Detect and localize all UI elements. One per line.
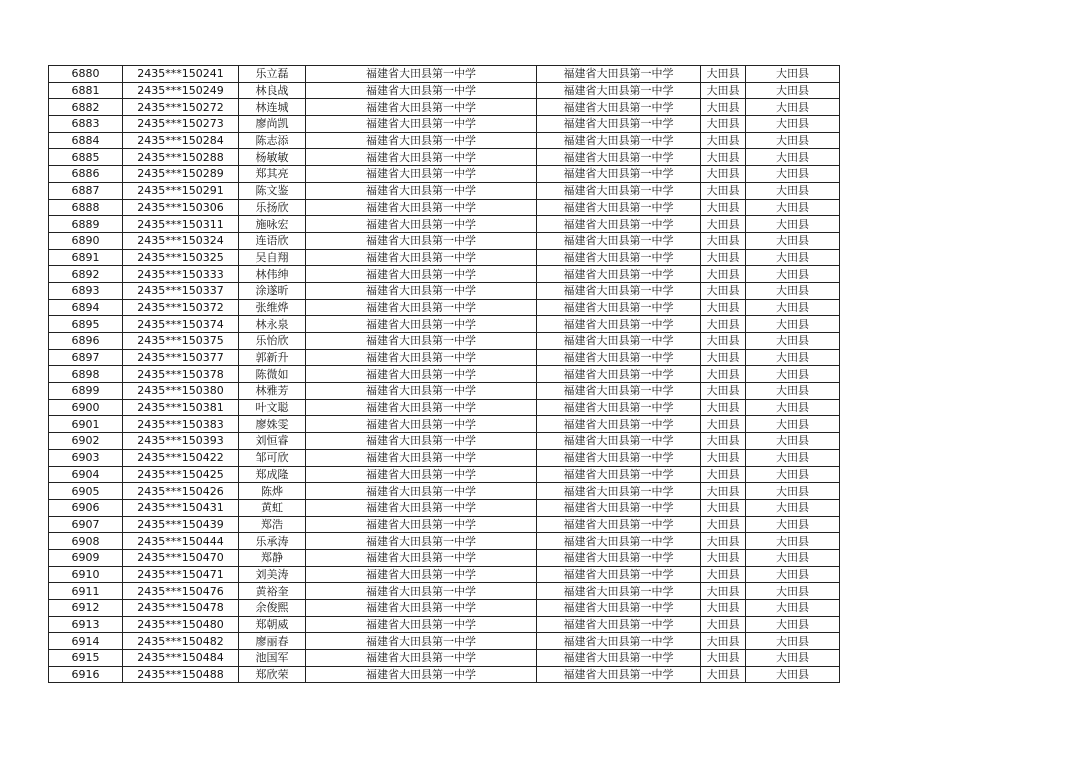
row-number-cell: 6888 xyxy=(49,199,123,216)
student-name-cell: 吴自翔 xyxy=(239,249,306,266)
exam-school-cell: 福建省大田县第一中学 xyxy=(537,633,701,650)
exam-id-cell: 2435***150249 xyxy=(123,82,239,99)
exam-id-cell: 2435***150471 xyxy=(123,566,239,583)
table-row xyxy=(49,416,840,433)
county-cell: 大田县 xyxy=(701,533,746,550)
roster-table xyxy=(48,65,840,683)
exam-school-cell: 福建省大田县第一中学 xyxy=(537,483,701,500)
county-cell: 大田县 xyxy=(701,149,746,166)
table-row xyxy=(49,166,840,183)
district-cell: 大田县 xyxy=(746,416,840,433)
school-cell: 福建省大田县第一中学 xyxy=(306,282,537,299)
county-cell: 大田县 xyxy=(701,66,746,83)
table-row xyxy=(49,266,840,283)
exam-school-cell: 福建省大田县第一中学 xyxy=(537,366,701,383)
exam-id-cell: 2435***150375 xyxy=(123,333,239,350)
table-row xyxy=(49,299,840,316)
exam-id-cell: 2435***150284 xyxy=(123,132,239,149)
row-number-cell: 6891 xyxy=(49,249,123,266)
county-cell: 大田县 xyxy=(701,566,746,583)
county-cell: 大田县 xyxy=(701,516,746,533)
district-cell: 大田县 xyxy=(746,366,840,383)
exam-school-cell: 福建省大田县第一中学 xyxy=(537,600,701,617)
row-number-cell: 6893 xyxy=(49,282,123,299)
county-cell: 大田县 xyxy=(701,333,746,350)
table-row xyxy=(49,366,840,383)
exam-school-cell: 福建省大田县第一中学 xyxy=(537,650,701,667)
county-cell: 大田县 xyxy=(701,316,746,333)
exam-id-cell: 2435***150311 xyxy=(123,216,239,233)
exam-school-cell: 福建省大田县第一中学 xyxy=(537,566,701,583)
exam-school-cell: 福建省大田县第一中学 xyxy=(537,666,701,683)
table-row xyxy=(49,232,840,249)
student-name-cell: 黄虹 xyxy=(239,499,306,516)
county-cell: 大田县 xyxy=(701,182,746,199)
exam-id-cell: 2435***150325 xyxy=(123,249,239,266)
table-row xyxy=(49,633,840,650)
school-cell: 福建省大田县第一中学 xyxy=(306,232,537,249)
exam-school-cell: 福建省大田县第一中学 xyxy=(537,516,701,533)
school-cell: 福建省大田县第一中学 xyxy=(306,600,537,617)
county-cell: 大田县 xyxy=(701,132,746,149)
district-cell: 大田县 xyxy=(746,566,840,583)
student-name-cell: 林雅芳 xyxy=(239,383,306,400)
school-cell: 福建省大田县第一中学 xyxy=(306,616,537,633)
row-number-cell: 6881 xyxy=(49,82,123,99)
district-cell: 大田县 xyxy=(746,66,840,83)
exam-id-cell: 2435***150422 xyxy=(123,449,239,466)
exam-id-cell: 2435***150444 xyxy=(123,533,239,550)
district-cell: 大田县 xyxy=(746,616,840,633)
school-cell: 福建省大田县第一中学 xyxy=(306,583,537,600)
student-name-cell: 林伟绅 xyxy=(239,266,306,283)
exam-id-cell: 2435***150470 xyxy=(123,549,239,566)
roster-table-body xyxy=(49,66,840,683)
county-cell: 大田县 xyxy=(701,82,746,99)
row-number-cell: 6885 xyxy=(49,149,123,166)
exam-school-cell: 福建省大田县第一中学 xyxy=(537,216,701,233)
district-cell: 大田县 xyxy=(746,349,840,366)
table-row xyxy=(49,132,840,149)
student-name-cell: 张维烨 xyxy=(239,299,306,316)
student-name-cell: 廖姝雯 xyxy=(239,416,306,433)
table-row xyxy=(49,499,840,516)
school-cell: 福建省大田县第一中学 xyxy=(306,266,537,283)
exam-school-cell: 福建省大田县第一中学 xyxy=(537,232,701,249)
exam-id-cell: 2435***150380 xyxy=(123,383,239,400)
school-cell: 福建省大田县第一中学 xyxy=(306,483,537,500)
exam-school-cell: 福建省大田县第一中学 xyxy=(537,182,701,199)
exam-school-cell: 福建省大田县第一中学 xyxy=(537,399,701,416)
table-row xyxy=(49,216,840,233)
district-cell: 大田县 xyxy=(746,232,840,249)
exam-id-cell: 2435***150488 xyxy=(123,666,239,683)
student-name-cell: 涂遂昕 xyxy=(239,282,306,299)
district-cell: 大田县 xyxy=(746,299,840,316)
exam-school-cell: 福建省大田县第一中学 xyxy=(537,199,701,216)
district-cell: 大田县 xyxy=(746,633,840,650)
table-row xyxy=(49,533,840,550)
row-number-cell: 6897 xyxy=(49,349,123,366)
exam-school-cell: 福建省大田县第一中学 xyxy=(537,266,701,283)
table-row xyxy=(49,383,840,400)
exam-id-cell: 2435***150478 xyxy=(123,600,239,617)
exam-id-cell: 2435***150431 xyxy=(123,499,239,516)
district-cell: 大田县 xyxy=(746,516,840,533)
table-row xyxy=(49,483,840,500)
exam-school-cell: 福建省大田县第一中学 xyxy=(537,316,701,333)
row-number-cell: 6895 xyxy=(49,316,123,333)
school-cell: 福建省大田县第一中学 xyxy=(306,349,537,366)
district-cell: 大田县 xyxy=(746,316,840,333)
county-cell: 大田县 xyxy=(701,99,746,116)
exam-id-cell: 2435***150324 xyxy=(123,232,239,249)
row-number-cell: 6906 xyxy=(49,499,123,516)
row-number-cell: 6896 xyxy=(49,333,123,350)
exam-id-cell: 2435***150372 xyxy=(123,299,239,316)
exam-school-cell: 福建省大田县第一中学 xyxy=(537,333,701,350)
student-name-cell: 林永泉 xyxy=(239,316,306,333)
school-cell: 福建省大田县第一中学 xyxy=(306,366,537,383)
table-row xyxy=(49,583,840,600)
school-cell: 福建省大田县第一中学 xyxy=(306,433,537,450)
school-cell: 福建省大田县第一中学 xyxy=(306,383,537,400)
county-cell: 大田县 xyxy=(701,633,746,650)
exam-id-cell: 2435***150484 xyxy=(123,650,239,667)
county-cell: 大田县 xyxy=(701,282,746,299)
student-name-cell: 池国军 xyxy=(239,650,306,667)
county-cell: 大田县 xyxy=(701,166,746,183)
district-cell: 大田县 xyxy=(746,166,840,183)
school-cell: 福建省大田县第一中学 xyxy=(306,466,537,483)
county-cell: 大田县 xyxy=(701,616,746,633)
district-cell: 大田县 xyxy=(746,483,840,500)
district-cell: 大田县 xyxy=(746,600,840,617)
row-number-cell: 6902 xyxy=(49,433,123,450)
district-cell: 大田县 xyxy=(746,333,840,350)
exam-school-cell: 福建省大田县第一中学 xyxy=(537,433,701,450)
row-number-cell: 6903 xyxy=(49,449,123,466)
county-cell: 大田县 xyxy=(701,299,746,316)
district-cell: 大田县 xyxy=(746,549,840,566)
school-cell: 福建省大田县第一中学 xyxy=(306,399,537,416)
county-cell: 大田县 xyxy=(701,650,746,667)
school-cell: 福建省大田县第一中学 xyxy=(306,650,537,667)
row-number-cell: 6882 xyxy=(49,99,123,116)
school-cell: 福建省大田县第一中学 xyxy=(306,149,537,166)
district-cell: 大田县 xyxy=(746,383,840,400)
district-cell: 大田县 xyxy=(746,666,840,683)
row-number-cell: 6913 xyxy=(49,616,123,633)
table-row xyxy=(49,650,840,667)
exam-id-cell: 2435***150291 xyxy=(123,182,239,199)
row-number-cell: 6890 xyxy=(49,232,123,249)
exam-id-cell: 2435***150476 xyxy=(123,583,239,600)
county-cell: 大田县 xyxy=(701,383,746,400)
row-number-cell: 6916 xyxy=(49,666,123,683)
student-name-cell: 陈烨 xyxy=(239,483,306,500)
district-cell: 大田县 xyxy=(746,149,840,166)
table-row xyxy=(49,466,840,483)
exam-id-cell: 2435***150289 xyxy=(123,166,239,183)
table-row xyxy=(49,333,840,350)
exam-id-cell: 2435***150273 xyxy=(123,116,239,133)
county-cell: 大田县 xyxy=(701,232,746,249)
school-cell: 福建省大田县第一中学 xyxy=(306,199,537,216)
student-name-cell: 黄裕奎 xyxy=(239,583,306,600)
student-name-cell: 郑欣荣 xyxy=(239,666,306,683)
exam-id-cell: 2435***150377 xyxy=(123,349,239,366)
district-cell: 大田县 xyxy=(746,99,840,116)
district-cell: 大田县 xyxy=(746,499,840,516)
school-cell: 福建省大田县第一中学 xyxy=(306,549,537,566)
district-cell: 大田县 xyxy=(746,266,840,283)
exam-id-cell: 2435***150482 xyxy=(123,633,239,650)
district-cell: 大田县 xyxy=(746,249,840,266)
exam-school-cell: 福建省大田县第一中学 xyxy=(537,449,701,466)
school-cell: 福建省大田县第一中学 xyxy=(306,333,537,350)
school-cell: 福建省大田县第一中学 xyxy=(306,132,537,149)
table-row xyxy=(49,549,840,566)
school-cell: 福建省大田县第一中学 xyxy=(306,99,537,116)
exam-id-cell: 2435***150393 xyxy=(123,433,239,450)
row-number-cell: 6914 xyxy=(49,633,123,650)
student-name-cell: 余俊熙 xyxy=(239,600,306,617)
school-cell: 福建省大田县第一中学 xyxy=(306,499,537,516)
row-number-cell: 6910 xyxy=(49,566,123,583)
district-cell: 大田县 xyxy=(746,449,840,466)
district-cell: 大田县 xyxy=(746,399,840,416)
school-cell: 福建省大田县第一中学 xyxy=(306,249,537,266)
exam-school-cell: 福建省大田县第一中学 xyxy=(537,99,701,116)
district-cell: 大田县 xyxy=(746,466,840,483)
county-cell: 大田县 xyxy=(701,666,746,683)
exam-school-cell: 福建省大田县第一中学 xyxy=(537,299,701,316)
student-name-cell: 廖尚凯 xyxy=(239,116,306,133)
table-row xyxy=(49,82,840,99)
row-number-cell: 6901 xyxy=(49,416,123,433)
exam-school-cell: 福建省大田县第一中学 xyxy=(537,116,701,133)
school-cell: 福建省大田县第一中学 xyxy=(306,533,537,550)
exam-id-cell: 2435***150272 xyxy=(123,99,239,116)
exam-id-cell: 2435***150480 xyxy=(123,616,239,633)
school-cell: 福建省大田县第一中学 xyxy=(306,666,537,683)
exam-id-cell: 2435***150337 xyxy=(123,282,239,299)
table-row xyxy=(49,449,840,466)
student-name-cell: 郑成隆 xyxy=(239,466,306,483)
district-cell: 大田县 xyxy=(746,583,840,600)
district-cell: 大田县 xyxy=(746,116,840,133)
row-number-cell: 6880 xyxy=(49,66,123,83)
student-name-cell: 连语欣 xyxy=(239,232,306,249)
district-cell: 大田县 xyxy=(746,433,840,450)
row-number-cell: 6894 xyxy=(49,299,123,316)
county-cell: 大田县 xyxy=(701,349,746,366)
county-cell: 大田县 xyxy=(701,266,746,283)
row-number-cell: 6905 xyxy=(49,483,123,500)
school-cell: 福建省大田县第一中学 xyxy=(306,566,537,583)
county-cell: 大田县 xyxy=(701,449,746,466)
table-row xyxy=(49,199,840,216)
county-cell: 大田县 xyxy=(701,416,746,433)
table-row xyxy=(49,282,840,299)
county-cell: 大田县 xyxy=(701,549,746,566)
row-number-cell: 6892 xyxy=(49,266,123,283)
exam-id-cell: 2435***150241 xyxy=(123,66,239,83)
exam-id-cell: 2435***150439 xyxy=(123,516,239,533)
county-cell: 大田县 xyxy=(701,433,746,450)
table-row xyxy=(49,516,840,533)
student-name-cell: 叶文聪 xyxy=(239,399,306,416)
school-cell: 福建省大田县第一中学 xyxy=(306,82,537,99)
row-number-cell: 6899 xyxy=(49,383,123,400)
student-name-cell: 陈文鉴 xyxy=(239,182,306,199)
row-number-cell: 6904 xyxy=(49,466,123,483)
school-cell: 福建省大田县第一中学 xyxy=(306,299,537,316)
exam-school-cell: 福建省大田县第一中学 xyxy=(537,132,701,149)
row-number-cell: 6884 xyxy=(49,132,123,149)
table-row xyxy=(49,349,840,366)
table-row xyxy=(49,566,840,583)
table-row xyxy=(49,116,840,133)
exam-school-cell: 福建省大田县第一中学 xyxy=(537,616,701,633)
table-row xyxy=(49,600,840,617)
school-cell: 福建省大田县第一中学 xyxy=(306,182,537,199)
school-cell: 福建省大田县第一中学 xyxy=(306,66,537,83)
student-name-cell: 郑浩 xyxy=(239,516,306,533)
exam-id-cell: 2435***150333 xyxy=(123,266,239,283)
exam-school-cell: 福建省大田县第一中学 xyxy=(537,166,701,183)
student-name-cell: 乐立磊 xyxy=(239,66,306,83)
student-name-cell: 陈志添 xyxy=(239,132,306,149)
student-name-cell: 施咏宏 xyxy=(239,216,306,233)
exam-school-cell: 福建省大田县第一中学 xyxy=(537,383,701,400)
school-cell: 福建省大田县第一中学 xyxy=(306,416,537,433)
exam-school-cell: 福建省大田县第一中学 xyxy=(537,583,701,600)
exam-id-cell: 2435***150378 xyxy=(123,366,239,383)
row-number-cell: 6883 xyxy=(49,116,123,133)
county-cell: 大田县 xyxy=(701,466,746,483)
student-name-cell: 林连城 xyxy=(239,99,306,116)
student-name-cell: 乐承涛 xyxy=(239,533,306,550)
student-name-cell: 郭新升 xyxy=(239,349,306,366)
county-cell: 大田县 xyxy=(701,399,746,416)
district-cell: 大田县 xyxy=(746,650,840,667)
exam-school-cell: 福建省大田县第一中学 xyxy=(537,249,701,266)
district-cell: 大田县 xyxy=(746,82,840,99)
table-row xyxy=(49,316,840,333)
table-row xyxy=(49,149,840,166)
student-name-cell: 刘美涛 xyxy=(239,566,306,583)
district-cell: 大田县 xyxy=(746,282,840,299)
student-name-cell: 杨敏敏 xyxy=(239,149,306,166)
county-cell: 大田县 xyxy=(701,483,746,500)
exam-school-cell: 福建省大田县第一中学 xyxy=(537,416,701,433)
student-name-cell: 乐怡欣 xyxy=(239,333,306,350)
exam-id-cell: 2435***150306 xyxy=(123,199,239,216)
district-cell: 大田县 xyxy=(746,533,840,550)
exam-id-cell: 2435***150374 xyxy=(123,316,239,333)
county-cell: 大田县 xyxy=(701,600,746,617)
county-cell: 大田县 xyxy=(701,499,746,516)
exam-school-cell: 福建省大田县第一中学 xyxy=(537,282,701,299)
row-number-cell: 6886 xyxy=(49,166,123,183)
student-name-cell: 刘恒睿 xyxy=(239,433,306,450)
table-row xyxy=(49,66,840,83)
school-cell: 福建省大田县第一中学 xyxy=(306,116,537,133)
row-number-cell: 6912 xyxy=(49,600,123,617)
exam-school-cell: 福建省大田县第一中学 xyxy=(537,149,701,166)
exam-school-cell: 福建省大田县第一中学 xyxy=(537,466,701,483)
row-number-cell: 6908 xyxy=(49,533,123,550)
exam-school-cell: 福建省大田县第一中学 xyxy=(537,66,701,83)
exam-id-cell: 2435***150383 xyxy=(123,416,239,433)
exam-school-cell: 福建省大田县第一中学 xyxy=(537,499,701,516)
student-name-cell: 邹可欣 xyxy=(239,449,306,466)
student-name-cell: 郑其亮 xyxy=(239,166,306,183)
table-row xyxy=(49,182,840,199)
school-cell: 福建省大田县第一中学 xyxy=(306,449,537,466)
exam-school-cell: 福建省大田县第一中学 xyxy=(537,349,701,366)
exam-id-cell: 2435***150381 xyxy=(123,399,239,416)
student-name-cell: 林良战 xyxy=(239,82,306,99)
exam-id-cell: 2435***150426 xyxy=(123,483,239,500)
student-name-cell: 乐扬欣 xyxy=(239,199,306,216)
school-cell: 福建省大田县第一中学 xyxy=(306,516,537,533)
table-row xyxy=(49,399,840,416)
county-cell: 大田县 xyxy=(701,366,746,383)
district-cell: 大田县 xyxy=(746,199,840,216)
county-cell: 大田县 xyxy=(701,199,746,216)
row-number-cell: 6907 xyxy=(49,516,123,533)
student-name-cell: 陈微如 xyxy=(239,366,306,383)
table-row xyxy=(49,666,840,683)
row-number-cell: 6911 xyxy=(49,583,123,600)
table-row xyxy=(49,249,840,266)
table-row xyxy=(49,433,840,450)
student-name-cell: 廖丽春 xyxy=(239,633,306,650)
row-number-cell: 6909 xyxy=(49,549,123,566)
student-name-cell: 郑朝威 xyxy=(239,616,306,633)
student-name-cell: 郑静 xyxy=(239,549,306,566)
county-cell: 大田县 xyxy=(701,249,746,266)
table-row xyxy=(49,616,840,633)
exam-school-cell: 福建省大田县第一中学 xyxy=(537,82,701,99)
row-number-cell: 6889 xyxy=(49,216,123,233)
county-cell: 大田县 xyxy=(701,583,746,600)
school-cell: 福建省大田县第一中学 xyxy=(306,316,537,333)
table-row xyxy=(49,99,840,116)
school-cell: 福建省大田县第一中学 xyxy=(306,216,537,233)
school-cell: 福建省大田县第一中学 xyxy=(306,166,537,183)
district-cell: 大田县 xyxy=(746,132,840,149)
exam-id-cell: 2435***150288 xyxy=(123,149,239,166)
row-number-cell: 6887 xyxy=(49,182,123,199)
district-cell: 大田县 xyxy=(746,216,840,233)
school-cell: 福建省大田县第一中学 xyxy=(306,633,537,650)
district-cell: 大田县 xyxy=(746,182,840,199)
exam-school-cell: 福建省大田县第一中学 xyxy=(537,549,701,566)
county-cell: 大田县 xyxy=(701,216,746,233)
row-number-cell: 6900 xyxy=(49,399,123,416)
row-number-cell: 6915 xyxy=(49,650,123,667)
exam-school-cell: 福建省大田县第一中学 xyxy=(537,533,701,550)
county-cell: 大田县 xyxy=(701,116,746,133)
row-number-cell: 6898 xyxy=(49,366,123,383)
exam-id-cell: 2435***150425 xyxy=(123,466,239,483)
